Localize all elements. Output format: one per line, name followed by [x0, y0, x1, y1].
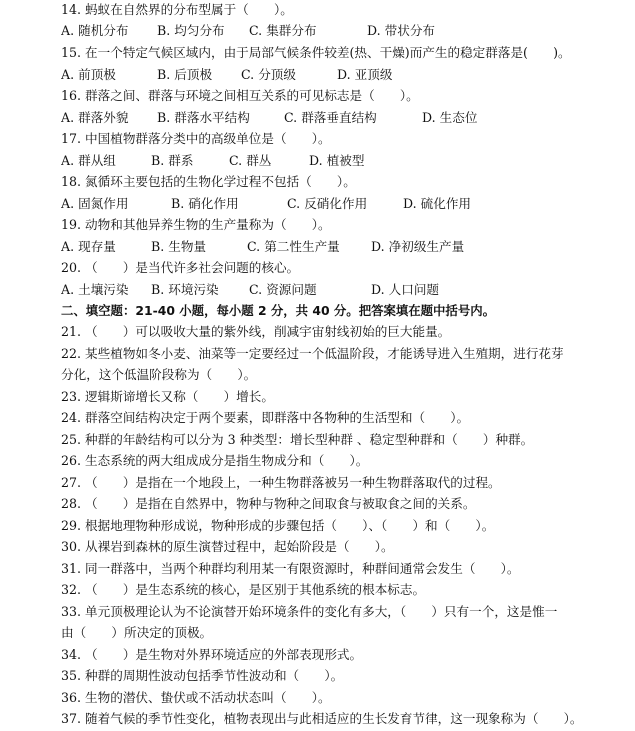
question-19: 19. 动物和其他异养生物的生产量称为（ ）。: [61, 217, 331, 232]
option-c: C. 反硝化作用: [287, 196, 368, 211]
question-34: 34. （ ）是生物对外界环境适应的外部表现形式。: [61, 647, 363, 662]
option-c: C. 集群分布: [249, 23, 317, 38]
question-20: 20. （ ）是当代许多社会问题的核心。: [61, 260, 300, 275]
question-16-options: [61, 107, 611, 128]
question-32: 32. （ ）是生态系统的核心，是区别于其他系统的根本标志。: [61, 582, 426, 597]
option-a: A. 固氮作用: [61, 196, 129, 211]
option-a: A. 群从组: [61, 153, 116, 168]
question-23: 23. 逻辑斯谛增长又称（ ）增长。: [61, 389, 274, 404]
question-15: 15. 在一个特定气候区域内，由于局部气候条件较差(热、干燥)而产生的稳定群落是( )。: [61, 45, 571, 60]
question-30: 30. 从裸岩到森林的原生演替过程中，起始阶段是（ ）。: [61, 539, 394, 554]
question-35: 35. 种群的周期性波动包括季节性波动和（ ）。: [61, 668, 344, 683]
option-d: D. 亚顶级: [337, 67, 393, 82]
option-b: B. 群系: [151, 153, 194, 168]
question-22-continued: 分化，这个低温阶段称为（ ）。: [61, 367, 257, 382]
question-24: 24. 群落空间结构决定于两个要素，即群落中各物种的生活型和（ ）。: [61, 410, 470, 425]
option-b: B. 硝化作用: [171, 196, 239, 211]
question-33-continued: 由（ ）所决定的顶极。: [61, 625, 213, 640]
option-d: D. 净初级生产量: [371, 239, 465, 254]
option-d: D. 人口问题: [371, 282, 440, 297]
question-29: 29. 根据地理物种形成说，物种形成的步骤包括（ ）、（ ）和（ ）。: [61, 518, 495, 533]
question-33: 33. 单元顶极理论认为不论演替开始环境条件的变化有多大，（ ）只有一个，这是惟一: [61, 604, 558, 619]
question-36: 36. 生物的潜伏、蛰伏或不活动状态叫（ ）。: [61, 690, 331, 705]
question-15-options: [61, 64, 611, 85]
question-19-options: [61, 236, 611, 257]
question-18-options: [61, 193, 611, 214]
question-21: 21. （ ）可以吸收大量的紫外线，削减宇宙射线初始的巨大能量。: [61, 324, 451, 339]
option-c: C. 分顶级: [241, 67, 296, 82]
option-a: A. 土壤污染: [61, 282, 129, 297]
question-20-options: [61, 279, 611, 300]
question-22: 22. 某些植物如冬小麦、油菜等一定要经过一个低温阶段，才能诱导进入生殖期，进行花芽: [61, 346, 564, 361]
option-a: A. 群落外貌: [61, 110, 129, 125]
option-b: B. 均匀分布: [157, 23, 225, 38]
question-16: 16. 群落之间、群落与环境之间相互关系的可见标志是（ ）。: [61, 88, 419, 103]
question-17: 17. 中国植物群落分类中的高级单位是（ ）。: [61, 131, 331, 146]
option-a: A. 随机分布: [61, 23, 129, 38]
option-b: B. 群落水平结构: [157, 110, 250, 125]
question-14: 14. 蚂蚁在自然界的分布型属于（ ）。: [61, 2, 293, 17]
option-a: A. 前顶极: [61, 67, 116, 82]
option-c: C. 资源问题: [249, 282, 317, 297]
question-26: 26. 生态系统的两大组成成分是指生物成分和（ ）。: [61, 453, 369, 468]
question-27: 27. （ ）是指在一个地段上，一种生物群落被另一种生物群落取代的过程。: [61, 475, 501, 490]
option-d: D. 带状分布: [367, 23, 436, 38]
option-d: D. 硫化作用: [403, 196, 472, 211]
option-a: A. 现存量: [61, 239, 116, 254]
section-heading: 二、填空题：21-40 小题，每小题 2 分，共 40 分。把答案填在题中括号内。: [61, 303, 495, 318]
option-d: D. 生态位: [422, 110, 478, 125]
option-c: C. 群落垂直结构: [284, 110, 377, 125]
question-31: 31. 同一群落中，当两个种群均利用某一有限资源时，种群间通常会发生（ ）。: [61, 561, 520, 576]
option-b: B. 生物量: [151, 239, 207, 254]
question-37: 37. 随着气候的季节性变化，植物表现出与此相适应的生长发育节律，这一现象称为（ ）。: [61, 711, 583, 726]
question-18: 18. 氮循环主要包括的生物化学过程不包括（ ）。: [61, 174, 356, 189]
question-14-options: [61, 20, 611, 41]
question-28: 28. （ ）是指在自然界中，物种与物种之间取食与被取食之间的关系。: [61, 496, 476, 511]
option-b: B. 后顶极: [157, 67, 213, 82]
option-d: D. 植被型: [309, 153, 365, 168]
question-25: 25. 种群的年龄结构可以分为 3 种类型：增长型种群 、稳定型种群和（ ）种群。: [61, 432, 534, 447]
option-b: B. 环境污染: [151, 282, 219, 297]
option-c: C. 群丛: [229, 153, 272, 168]
question-17-options: [61, 150, 611, 171]
option-c: C. 第二性生产量: [247, 239, 340, 254]
